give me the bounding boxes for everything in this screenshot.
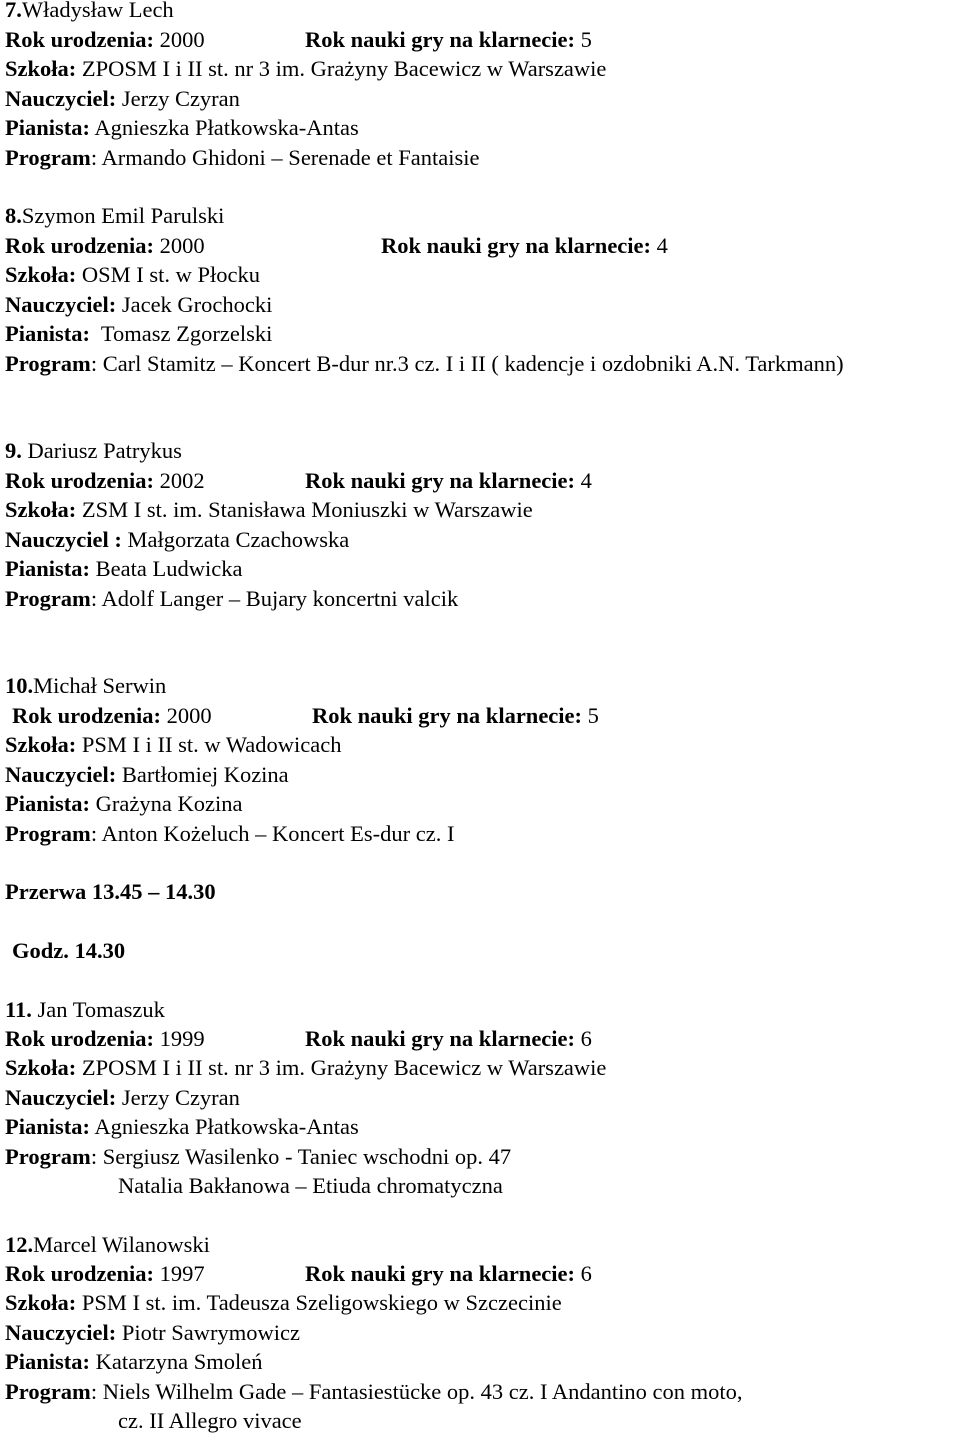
entry-12-program-continued: cz. II Allegro vivace [118, 1408, 302, 1433]
teacher-value: Piotr Sawrymowicz [121, 1320, 300, 1345]
teacher-label: Nauczyciel : [5, 527, 122, 552]
program-value: : Sergiusz Wasilenko - Taniec wschodni op. 47 [90, 1144, 512, 1169]
teacher-value: Jerzy Czyran [121, 86, 240, 111]
teacher-value: Bartłomiej Kozina [121, 762, 289, 787]
school-label: Szkoła: [5, 56, 77, 81]
pianist-value: Tomasz Zgorzelski [100, 321, 273, 346]
program-label: Program [5, 821, 91, 846]
school-label: Szkoła: [5, 262, 77, 287]
entry-11-teacher [5, 1085, 240, 1111]
entry-8-pianist [5, 321, 272, 347]
entry-number: 9. [5, 438, 22, 463]
entry-11-pianist [5, 1114, 359, 1140]
years-value: 5 [587, 703, 599, 728]
time-heading: Godz. 14.30 [12, 938, 126, 963]
school-value: ZSM I st. im. Stanisława Moniuszki w Warszawie [81, 497, 533, 522]
years-label: Rok nauki gry na klarnecie: [305, 468, 576, 493]
years-value: 4 [656, 233, 668, 258]
years-value: 6 [580, 1261, 592, 1286]
entry-12-pianist [5, 1349, 262, 1375]
entry-8-study-years [381, 233, 668, 259]
teacher-value: Jerzy Czyran [121, 1085, 240, 1110]
program-label: Program [5, 1379, 91, 1404]
entry-number: 12. [5, 1232, 34, 1257]
teacher-value: Małgorzata Czachowska [127, 527, 350, 552]
entry-11-program [5, 1144, 511, 1170]
entry-12-study-years [305, 1261, 592, 1287]
entry-10-title [5, 673, 166, 699]
pianist-label: Pianista: [5, 791, 91, 816]
entry-10-pianist [5, 791, 242, 817]
school-value: PSM I st. im. Tadeusza Szeligowskiego w Szczecinie [81, 1290, 562, 1315]
entry-9-title [5, 438, 182, 464]
pianist-label: Pianista: [5, 1114, 91, 1139]
birth-value: 2002 [159, 468, 205, 493]
entry-11-school [5, 1055, 606, 1081]
teacher-label: Nauczyciel: [5, 762, 117, 787]
performer-name: Jan Tomaszuk [37, 997, 165, 1022]
pianist-value: Beata Ludwicka [95, 556, 243, 581]
entry-11-study-years [305, 1026, 592, 1052]
school-value: PSM I i II st. w Wadowicach [81, 732, 342, 757]
entry-10-program [5, 821, 454, 847]
birth-label: Rok urodzenia: [5, 468, 154, 493]
birth-label: Rok urodzenia: [5, 27, 154, 52]
program-label: Program [5, 586, 91, 611]
entry-8-school [5, 262, 260, 288]
break-heading: Przerwa 13.45 – 14.30 [5, 879, 216, 904]
entry-7-title [5, 0, 174, 23]
entry-9-study-years [305, 468, 592, 494]
years-label: Rok nauki gry na klarnecie: [381, 233, 652, 258]
years-value: 4 [580, 468, 592, 493]
entry-12-years [5, 1261, 205, 1287]
school-value: ZPOSM I i II st. nr 3 im. Grażyny Bacewicz w Warszawie [81, 56, 607, 81]
years-value: 5 [580, 27, 592, 52]
entry-7-school [5, 56, 606, 82]
entry-8-teacher [5, 292, 272, 318]
entry-8-title [5, 203, 224, 229]
school-label: Szkoła: [5, 732, 77, 757]
years-label: Rok nauki gry na klarnecie: [312, 703, 583, 728]
pianist-value: Katarzyna Smoleń [95, 1349, 263, 1374]
years-label: Rok nauki gry na klarnecie: [305, 1261, 576, 1286]
performer-name: Michał Serwin [33, 673, 167, 698]
entry-10-years [12, 703, 212, 729]
school-label: Szkoła: [5, 497, 77, 522]
birth-label: Rok urodzenia: [5, 1026, 154, 1051]
entry-10-study-years [312, 703, 599, 729]
teacher-label: Nauczyciel: [5, 1320, 117, 1345]
entry-9-teacher [5, 527, 349, 553]
program-value: : Armando Ghidoni – Serenade et Fantaisie [90, 145, 480, 170]
entry-9-years [5, 468, 205, 494]
teacher-label: Nauczyciel: [5, 86, 117, 111]
birth-label: Rok urodzenia: [5, 233, 154, 258]
program-label: Program [5, 145, 91, 170]
entry-12-program [5, 1379, 743, 1405]
entry-9-program [5, 586, 458, 612]
program-value: : Carl Stamitz – Koncert B-dur nr.3 cz. I i II ( kadencje i ozdobniki A.N. Tarkmann) [90, 351, 844, 376]
school-label: Szkoła: [5, 1290, 77, 1315]
years-label: Rok nauki gry na klarnecie: [305, 1026, 576, 1051]
pianist-label: Pianista: [5, 321, 91, 346]
entry-12-school [5, 1290, 562, 1316]
pianist-value: Agnieszka Płatkowska-Antas [94, 1114, 359, 1139]
program-label: Program [5, 351, 91, 376]
years-value: 6 [580, 1026, 592, 1051]
entry-number: 11. [5, 997, 32, 1022]
entry-10-teacher [5, 762, 289, 788]
entry-11-title [5, 997, 165, 1023]
school-label: Szkoła: [5, 1055, 77, 1080]
school-value: OSM I st. w Płocku [81, 262, 261, 287]
entry-7-study-years [305, 27, 592, 53]
performer-name: Dariusz Patrykus [27, 438, 182, 463]
pianist-value: Grażyna Kozina [95, 791, 243, 816]
teacher-label: Nauczyciel: [5, 1085, 117, 1110]
entry-7-pianist [5, 115, 359, 141]
entry-12-title [5, 1232, 210, 1258]
birth-label: Rok urodzenia: [5, 1261, 154, 1286]
birth-value: 2000 [159, 27, 205, 52]
entry-11-years [5, 1026, 205, 1052]
teacher-value: Jacek Grochocki [121, 292, 273, 317]
entry-11-program-continued: Natalia Bakłanowa – Etiuda chromatyczna [118, 1173, 503, 1198]
entry-9-pianist [5, 556, 242, 582]
entry-number: 10. [5, 673, 34, 698]
pianist-label: Pianista: [5, 1349, 91, 1374]
entry-9-school [5, 497, 533, 523]
birth-label: Rok urodzenia: [12, 703, 161, 728]
performer-name: Marcel Wilanowski [33, 1232, 210, 1257]
entry-10-school [5, 732, 342, 758]
years-label: Rok nauki gry na klarnecie: [305, 27, 576, 52]
teacher-label: Nauczyciel: [5, 292, 117, 317]
pianist-label: Pianista: [5, 115, 91, 140]
performer-name: Szymon Emil Parulski [21, 203, 225, 228]
birth-value: 2000 [159, 233, 205, 258]
performer-name: Władysław Lech [21, 0, 174, 22]
entry-7-teacher [5, 86, 240, 112]
entry-12-teacher [5, 1320, 300, 1346]
birth-value: 1999 [159, 1026, 205, 1051]
program-value: : Niels Wilhelm Gade – Fantasiestücke op. 43 cz. I Andantino con moto, [90, 1379, 743, 1404]
program-value: : Adolf Langer – Bujary koncertni valcik [90, 586, 459, 611]
pianist-value: Agnieszka Płatkowska-Antas [94, 115, 359, 140]
program-value: : Anton Kożeluch – Koncert Es-dur cz. I [90, 821, 455, 846]
entry-7-years [5, 27, 205, 53]
school-value: ZPOSM I i II st. nr 3 im. Grażyny Bacewicz w Warszawie [81, 1055, 607, 1080]
entry-8-years [5, 233, 205, 259]
pianist-label: Pianista: [5, 556, 91, 581]
program-label: Program [5, 1144, 91, 1169]
entry-number: 8. [5, 203, 22, 228]
birth-value: 2000 [166, 703, 212, 728]
entry-number: 7. [5, 0, 22, 22]
birth-value: 1997 [159, 1261, 205, 1286]
entry-8-program [5, 351, 844, 377]
entry-7-program [5, 145, 479, 171]
